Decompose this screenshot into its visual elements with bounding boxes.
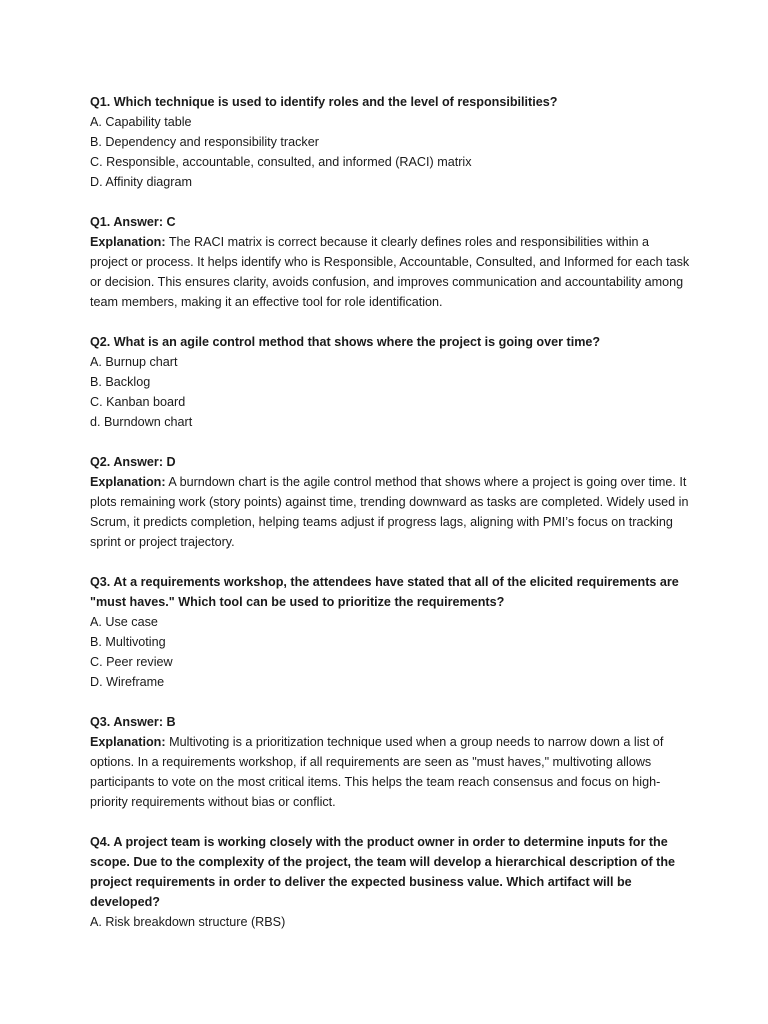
option-a: A. Risk breakdown structure (RBS) [90,915,286,929]
explanation-text: A burndown chart is the agile control method that shows where a project is going over time. It plots remaining work (story points) against time, trending downward as tasks are completed. Widely used in Scrum, it predicts completion, helping teams adjust if progress lags, aligning with PMI’s focus on tracking sprint or project trajectory. [90,475,689,549]
answer-text: Q3. Answer: B [90,715,176,729]
option-a: A. Capability table [90,115,192,129]
option-a: A. Use case [90,615,158,629]
option-c: C. Responsible, accountable, consulted, and informed (RACI) matrix [90,155,472,169]
option-b: B. Dependency and responsibility tracker [90,135,319,149]
answer-block-2 [90,452,690,552]
option-c: C. Kanban board [90,395,186,409]
option-d: d. Burndown chart [90,415,193,429]
answer-text: Q2. Answer: D [90,455,176,469]
question-text: Q4. A project team is working closely with the product owner in order to determine inputs for the scope. Due to the complexity of the project, the team will develop a hierarchical description of the project requirements in order to deliver the expected business value. Which artifact will be developed? [90,835,676,909]
option-b: B. Multivoting [90,635,166,649]
question-block-1 [90,92,690,192]
option-c: C. Peer review [90,655,173,669]
explanation-text: Multivoting is a prioritization technique used when a group needs to narrow down a list of options. In a requirements workshop, if all requirements are seen as "must haves," multivoting allows participants to vote on the most critical items. This helps the team reach consensus and focus on high-priority requirements without bias or conflict. [90,735,664,809]
explanation-label: Explanation: [90,235,166,249]
question-block-3 [90,572,690,692]
explanation-label: Explanation: [90,735,166,749]
answer-block-3 [90,712,690,812]
option-a: A. Burnup chart [90,355,178,369]
explanation-label: Explanation: [90,475,166,489]
explanation-text: The RACI matrix is correct because it clearly defines roles and responsibilities within a project or process. It helps identify who is Responsible, Accountable, Consulted, and Informed for each task or decision. This ensures clarity, avoids confusion, and improves communication and accountability among team members, making it an effective tool for role identification. [90,235,690,309]
document-page [90,92,690,952]
question-block-2 [90,332,690,432]
option-d: D. Wireframe [90,675,165,689]
answer-block-1 [90,212,690,312]
option-b: B. Backlog [90,375,151,389]
option-d: D. Affinity diagram [90,175,192,189]
explanation [90,735,663,809]
question-block-4 [90,832,690,932]
question-text: Q2. What is an agile control method that shows where the project is going over time? [90,335,601,349]
answer-text: Q1. Answer: C [90,215,176,229]
explanation [90,475,688,549]
explanation [90,235,689,309]
question-text: Q1. Which technique is used to identify roles and the level of responsibilities? [90,95,558,109]
question-text: Q3. At a requirements workshop, the attendees have stated that all of the elicited requirements are "must haves." Which tool can be used to prioritize the requirements? [90,575,679,609]
